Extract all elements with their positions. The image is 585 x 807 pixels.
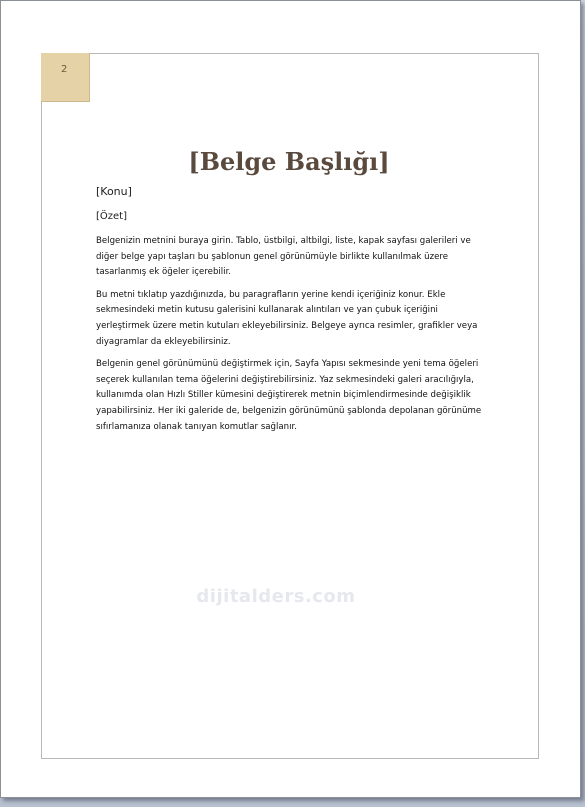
page-number: 2 (61, 64, 68, 75)
body-paragraph[interactable]: Bu metni tıklatıp yazdığınızda, bu paragrafların yerine kendi içeriğiniz konur. Ekle sekmesindeki metin kutusu galerisini kullanarak alıntıları ve yan çubuk içeriğini yerleştirmek üzere metin kutuları ekleyebilirsiniz. Belgeye ayrıca resimler, grafikler veya diyagramlar da ekleyebilirsiniz. (96, 289, 478, 347)
page-number-block (41, 53, 90, 102)
watermark: dijitalders.com (196, 586, 356, 607)
document-title-placeholder[interactable]: [Belge Başlığı] (188, 147, 390, 176)
body-paragraph[interactable]: Belgenin genel görünümünü değiştirmek için, Sayfa Yapısı sekmesinde yeni tema öğeleri seçerek kullanılan tema öğelerini değiştirebilirsiniz. Yaz sekmesindeki galeri aracılığıyla, kullanımda olan Hızlı Stiller kümesini değiştirerek metnin biçimlendirmesinde değişiklik yapabilirsiniz. Her iki galeride de, belgenizin görünümünü şablonda depolanan görünüme sıfırlamanıza olanak tanıyan komutlar sağlanır. (96, 359, 482, 432)
subject-placeholder[interactable]: [Konu] (96, 185, 132, 198)
abstract-placeholder[interactable]: [Özet] (96, 211, 127, 222)
body-text[interactable] (96, 234, 486, 442)
body-paragraph[interactable]: Belgenizin metnini buraya girin. Tablo, üstbilgi, altbilgi, liste, kapak sayfası galerileri ve diğer belge yapı taşları bu şablonun genel görünümüyle birlikte kullanılmak üzere tasarlanmış ek öğeler içerebilir. (96, 236, 471, 278)
